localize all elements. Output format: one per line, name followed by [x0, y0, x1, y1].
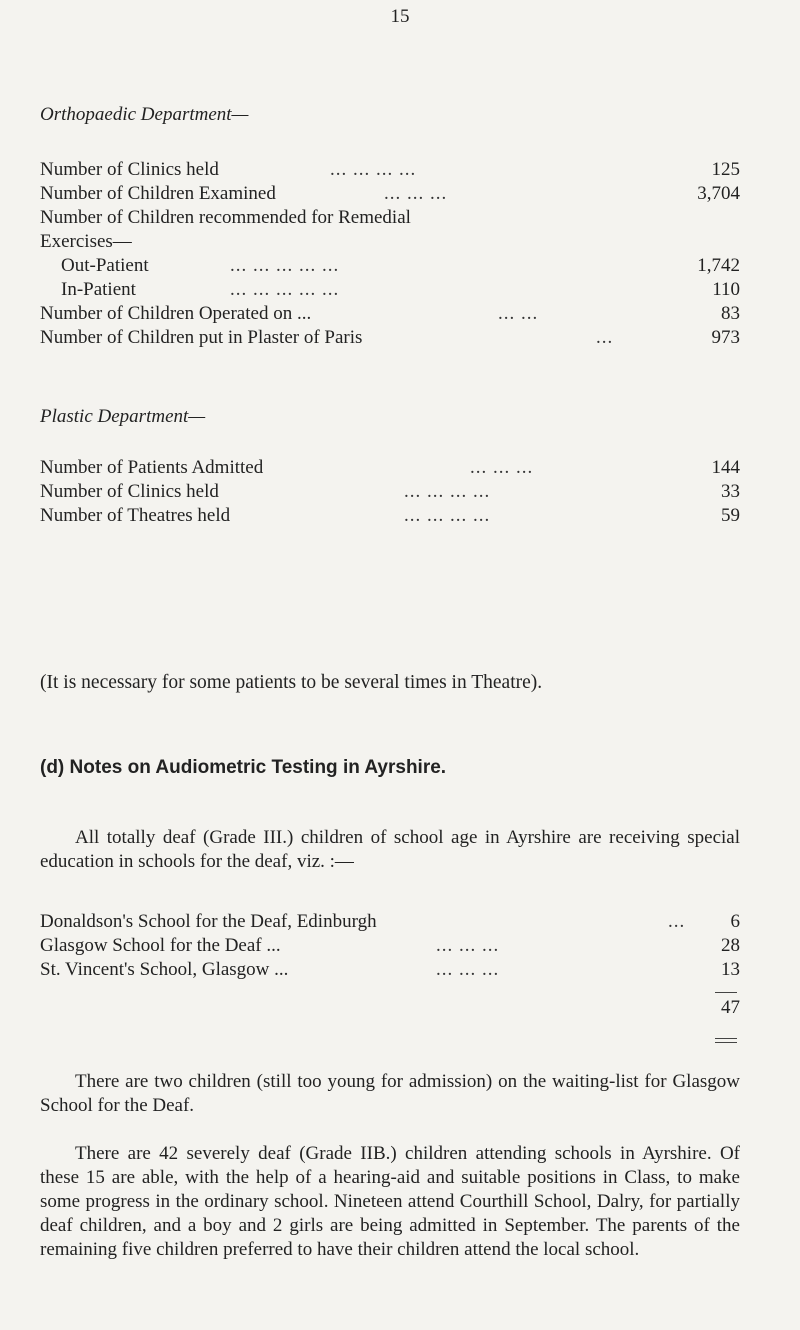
ortho-row-exercises	[40, 230, 740, 254]
row-dots: ... ... ... ... ...	[230, 279, 340, 300]
row-dots: ... ... ... ...	[404, 505, 491, 526]
row-value: 28	[721, 935, 740, 956]
row-label: Number of Clinics held	[40, 159, 219, 180]
double-rule-bottom	[715, 1042, 737, 1043]
row-label: Number of Patients Admitted	[40, 457, 264, 478]
plastic-heading: Plastic Department—	[40, 406, 206, 427]
row-value: 125	[711, 159, 740, 180]
orthopaedic-heading: Orthopaedic Department—	[40, 104, 249, 125]
row-value: 6	[730, 911, 740, 932]
total-rule	[715, 992, 737, 993]
row-label: Number of Theatres held	[40, 505, 231, 526]
row-dots: ... ... ... ...	[330, 159, 417, 180]
plastic-row-admitted	[40, 456, 740, 480]
row-value: 973	[711, 327, 740, 348]
row-dots: ... ... ... ... ...	[230, 255, 340, 276]
school-row-glasgow	[40, 934, 740, 958]
ortho-row-recommended	[40, 206, 740, 230]
row-label: Number of Clinics held	[40, 481, 219, 502]
row-label: Number of Children put in Plaster of Paris	[40, 327, 363, 348]
row-label: Number of Children Operated on ...	[40, 303, 312, 324]
page-number: 15	[390, 6, 410, 27]
ortho-row-outpatient	[40, 254, 740, 278]
ortho-row-examined	[40, 182, 740, 206]
waiting-list-paragraph	[40, 1070, 740, 1118]
total-value: 47	[721, 997, 740, 1018]
row-label: Number of Children recommended for Remedial	[40, 207, 411, 228]
school-row-st-vincent	[40, 958, 740, 982]
intro-text: All totally deaf (Grade III.) children of school age in Ayrshire are receiving special education in schools for the deaf, viz. :—	[40, 827, 740, 872]
audiometric-heading: (d) Notes on Audiometric Testing in Ayrshire.	[40, 757, 447, 778]
row-value: 3,704	[697, 183, 740, 204]
plastic-row-clinics	[40, 480, 740, 504]
plastic-row-theatres	[40, 504, 740, 528]
row-value: 144	[711, 457, 740, 478]
row-dots: ... ... ...	[436, 959, 500, 980]
school-total-row	[40, 996, 740, 1020]
row-value: 13	[721, 959, 740, 980]
row-value: 83	[721, 303, 740, 324]
row-value: 1,742	[697, 255, 740, 276]
para1-text: There are two children (still too young for admission) on the waiting-list for Glasgow School for the Deaf.	[40, 1071, 740, 1116]
audiometric-intro	[40, 826, 740, 874]
row-dots: ... ... ...	[384, 183, 448, 204]
row-dots: ...	[596, 327, 614, 348]
row-dots: ...	[668, 911, 686, 932]
school-row-donaldson	[40, 910, 740, 934]
severely-deaf-paragraph	[40, 1142, 740, 1262]
row-dots: ... ... ...	[470, 457, 534, 478]
row-label: St. Vincent's School, Glasgow ...	[40, 959, 289, 980]
theatre-note: (It is necessary for some patients to be several times in Theatre).	[40, 672, 543, 693]
para2-text: There are 42 severely deaf (Grade IIB.) children attending schools in Ayrshire. Of these 15 are able, with the help of a hearing-aid and suitable positions in Class, to make some progress in the ordinary school. Nineteen attend Courthill School, Dalry, for partially deaf children, and a boy and 2 girls are being admitted in September. The parents of the remaining five children preferred to have their children attend the local school.	[40, 1143, 740, 1260]
row-value: 110	[712, 279, 740, 300]
ortho-row-inpatient	[40, 278, 740, 302]
double-rule-top	[715, 1038, 737, 1039]
row-label: Exercises—	[40, 231, 132, 252]
ortho-row-plaster	[40, 326, 740, 350]
row-label: Number of Children Examined	[40, 183, 276, 204]
row-dots: ... ... ... ...	[404, 481, 491, 502]
row-label: In-Patient	[61, 279, 136, 300]
row-label: Out-Patient	[61, 255, 149, 276]
row-dots: ... ... ...	[436, 935, 500, 956]
row-value: 59	[721, 505, 740, 526]
ortho-row-operated	[40, 302, 740, 326]
row-dots: ... ...	[498, 303, 539, 324]
row-label: Glasgow School for the Deaf ...	[40, 935, 281, 956]
ortho-row-clinics	[40, 158, 740, 182]
row-label: Donaldson's School for the Deaf, Edinburgh	[40, 911, 377, 932]
row-value: 33	[721, 481, 740, 502]
